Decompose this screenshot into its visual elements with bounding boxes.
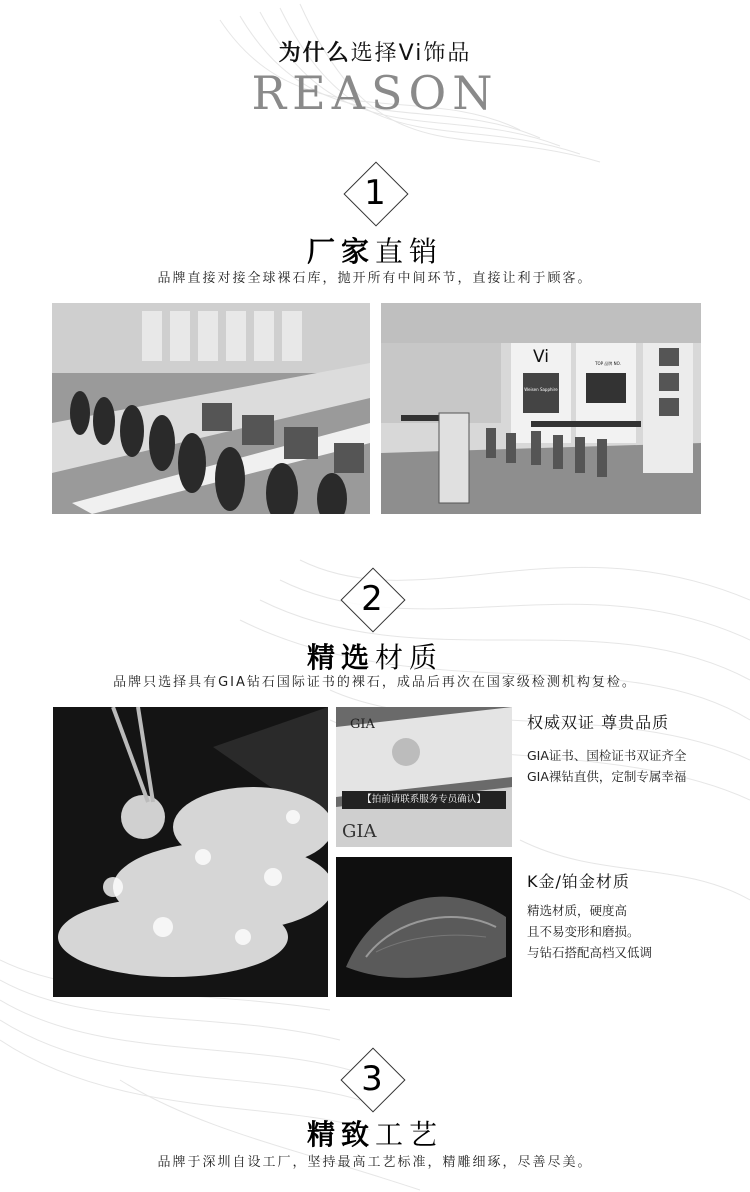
page-title	[0, 36, 750, 67]
gia-logo-top: GIA	[350, 717, 375, 732]
section-2-number-badge	[340, 567, 404, 631]
certificate-photo	[336, 707, 512, 847]
feature-certificates-title: 权威双证 尊贵品质	[527, 713, 670, 732]
section-3-description: 品牌于深圳自设工厂，坚持最高工艺标准，精雕细琢，尽善尽美。	[157, 1155, 593, 1170]
section-2-title-rest: 材质	[375, 641, 444, 674]
store-sign: TOP 品牌 NO.	[595, 361, 621, 366]
section-2-title-bold: 精选	[306, 641, 375, 674]
page-title-bold: 为什么	[278, 41, 351, 66]
section-number: 3	[361, 1059, 383, 1099]
feature-material	[527, 869, 727, 963]
section-3-number-badge	[340, 1047, 404, 1111]
feature-material-line-3: 与钻石搭配高档又低调	[527, 945, 653, 960]
metal-ore-photo	[336, 857, 512, 997]
gia-logo-bottom: GIA	[342, 821, 377, 842]
section-number: 2	[361, 579, 383, 619]
feature-certificates-line-1: GIA证书、国检证书双证齐全	[527, 748, 687, 763]
confirm-banner: 【拍前请联系服务专员确认】	[342, 791, 506, 809]
section-1-number-badge	[343, 161, 407, 225]
section-1-title-bold: 厂家	[306, 235, 375, 268]
section-1-title	[0, 230, 750, 270]
section-3-title	[0, 1113, 750, 1153]
page-title-rest: 选择Vi饰品	[350, 41, 472, 66]
section-1-description: 品牌直接对接全球裸石库，抛开所有中间环节，直接让利于顾客。	[157, 271, 593, 286]
factory-photo	[52, 303, 370, 514]
feature-certificates	[527, 710, 727, 787]
feature-certificates-line-2: GIA裸钻直供，定制专属幸福	[527, 769, 687, 784]
section-2-title	[0, 636, 750, 676]
section-1-title-rest: 直销	[375, 235, 444, 268]
feature-material-line-2: 且不易变形和磨损。	[527, 924, 640, 939]
feature-material-line-1: 精选材质，硬度高	[527, 903, 628, 918]
section-2-description: 品牌只选择具有GIA钻石国际证书的裸石，成品后再次在国家级检测机构复检。	[113, 675, 637, 690]
store-logo-sub: Weisen Sapphire	[524, 387, 558, 392]
feature-material-title: K金/铂金材质	[527, 872, 630, 891]
diamonds-photo	[53, 707, 328, 997]
section-3-title-bold: 精致	[306, 1118, 375, 1151]
store-photo	[381, 303, 701, 514]
section-3-title-rest: 工艺	[375, 1118, 444, 1151]
page-subtitle: REASON	[251, 66, 499, 120]
section-number: 1	[364, 173, 386, 213]
store-logo: Vi	[533, 347, 549, 367]
